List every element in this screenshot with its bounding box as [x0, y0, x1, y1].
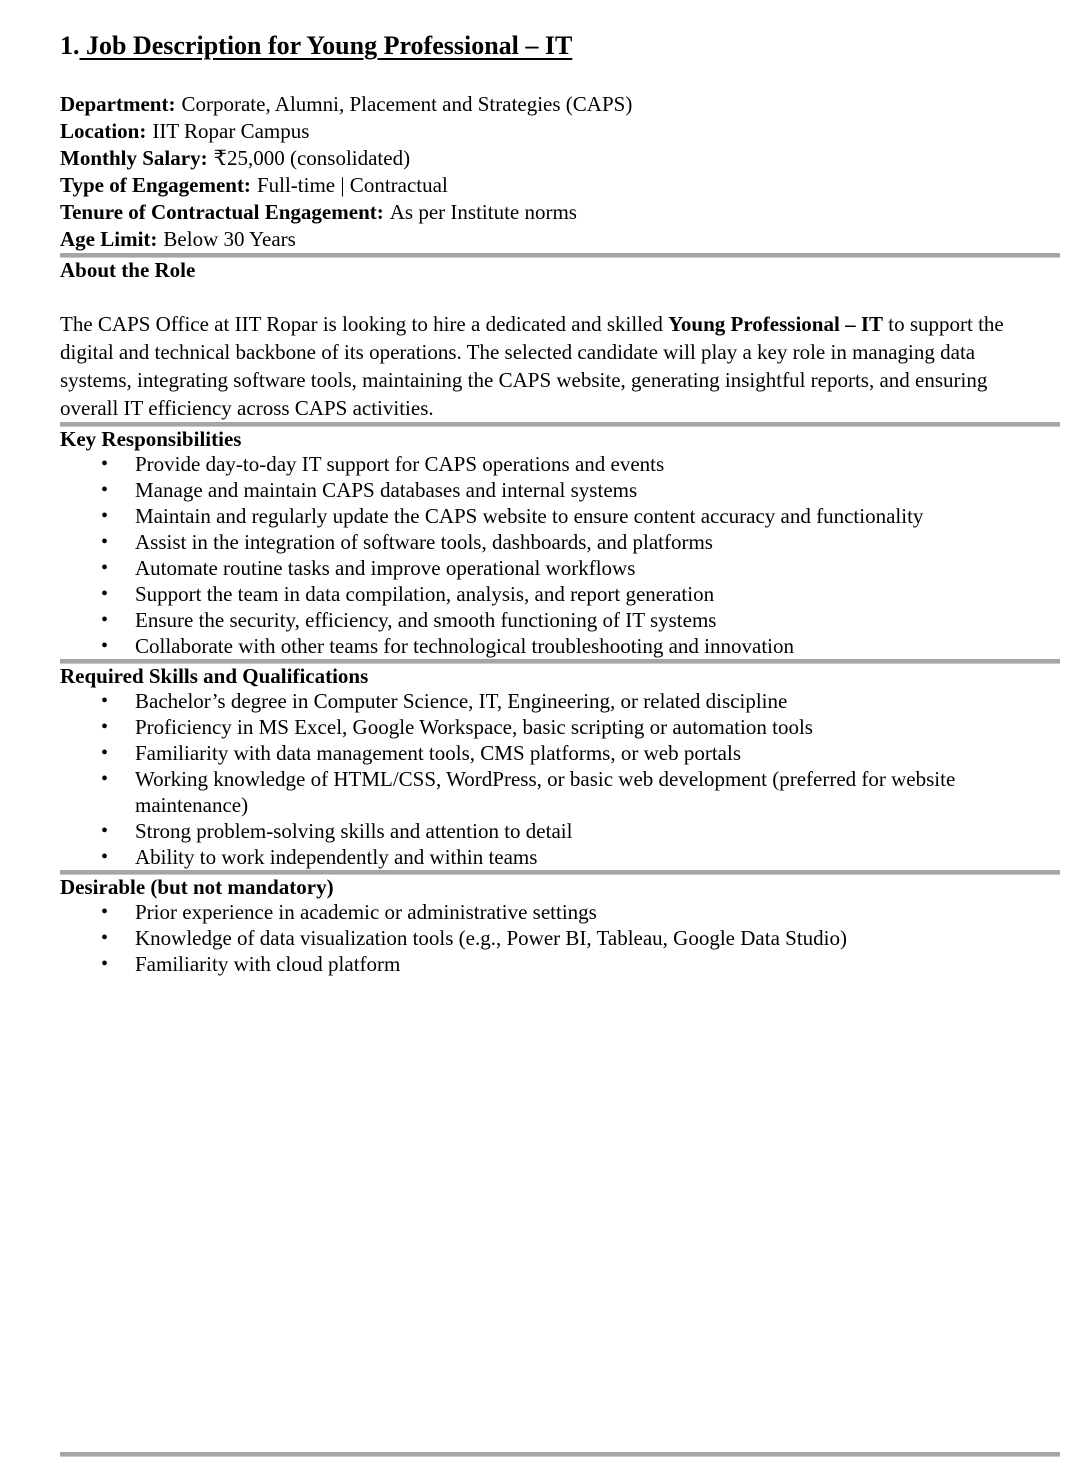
- desirable-list: [60, 899, 1060, 977]
- info-field-value: ₹25,000 (consolidated): [213, 146, 411, 170]
- responsibility-item: • Collaborate with other teams for technological troubleshooting and innovation: [60, 633, 1060, 659]
- about-text-bold: Young Professional – IT: [668, 312, 883, 336]
- info-field-value: IIT Ropar Campus: [152, 119, 310, 143]
- responsibility-item: • Maintain and regularly update the CAPS website to ensure content accuracy and functionality: [60, 503, 1060, 529]
- document-content: [60, 32, 1060, 977]
- page-title-text: Job Description for Young Professional – IT: [79, 31, 573, 60]
- info-field-value: Below 30 Years: [163, 227, 296, 251]
- info-field-value: Corporate, Alumni, Placement and Strategies (CAPS): [181, 92, 633, 116]
- responsibilities-heading: Key Responsibilities: [60, 427, 242, 451]
- page-title-number: 1.: [60, 31, 80, 60]
- info-field-label: Tenure of Contractual Engagement:: [60, 200, 384, 224]
- responsibilities-list: [60, 451, 1060, 659]
- responsibility-item: • Support the team in data compilation, analysis, and report generation: [60, 581, 1060, 607]
- responsibility-item: • Automate routine tasks and improve operational workflows: [60, 555, 1060, 581]
- info-field-row: [60, 91, 1060, 118]
- info-field-row: [60, 199, 1060, 226]
- desirable-item: • Knowledge of data visualization tools (e.g., Power BI, Tableau, Google Data Studio): [60, 925, 1060, 951]
- responsibility-item: • Assist in the integration of software tools, dashboards, and platforms: [60, 529, 1060, 555]
- responsibility-item: • Manage and maintain CAPS databases and internal systems: [60, 477, 1060, 503]
- skill-item: • Working knowledge of HTML/CSS, WordPress, or basic web development (preferred for website maintenance): [60, 766, 1060, 818]
- info-field-label: Location:: [60, 119, 147, 143]
- info-field-value: Full-time | Contractual: [256, 173, 448, 197]
- skills-heading: Required Skills and Qualifications: [60, 664, 369, 688]
- skill-item: • Familiarity with data management tools, CMS platforms, or web portals: [60, 740, 1060, 766]
- info-field-row: [60, 172, 1060, 199]
- responsibility-item: • Provide day-to-day IT support for CAPS operations and events: [60, 451, 1060, 477]
- info-field-row: [60, 145, 1060, 172]
- info-field-label: Monthly Salary:: [60, 146, 208, 170]
- skill-item: • Proficiency in MS Excel, Google Workspace, basic scripting or automation tools: [60, 714, 1060, 740]
- about-paragraph: [60, 310, 1035, 422]
- info-field-value: As per Institute norms: [389, 200, 577, 224]
- about-text-after: to support the digital and technical backbone of its operations. The selected candidate will play a key role in managing data systems, integrating software tools, maintaining the CAPS website, generating insightful reports, and ensuring overall IT efficiency across CAPS activities.: [60, 312, 1004, 420]
- about-text-before: The CAPS Office at IIT Ropar is looking to hire a dedicated and skilled: [60, 312, 669, 336]
- skill-item: • Ability to work independently and within teams: [60, 844, 1060, 870]
- desirable-item: • Familiarity with cloud platform: [60, 951, 1060, 977]
- info-field-label: Type of Engagement:: [60, 173, 251, 197]
- skill-item: • Strong problem-solving skills and attention to detail: [60, 818, 1060, 844]
- job-info-block: [60, 91, 1060, 253]
- info-field-row: [60, 226, 1060, 253]
- skills-list: [60, 688, 1060, 870]
- desirable-heading: Desirable (but not mandatory): [60, 875, 334, 899]
- skill-item: • Bachelor’s degree in Computer Science, IT, Engineering, or related discipline: [60, 688, 1060, 714]
- info-field-label: Department:: [60, 92, 176, 116]
- responsibility-item: • Ensure the security, efficiency, and smooth functioning of IT systems: [60, 607, 1060, 633]
- about-heading: About the Role: [60, 258, 196, 282]
- page-title: [60, 32, 1060, 59]
- info-field-row: [60, 118, 1060, 145]
- desirable-item: • Prior experience in academic or administrative settings: [60, 899, 1060, 925]
- info-field-label: Age Limit:: [60, 227, 158, 251]
- section-divider-bottom: [60, 1452, 1060, 1457]
